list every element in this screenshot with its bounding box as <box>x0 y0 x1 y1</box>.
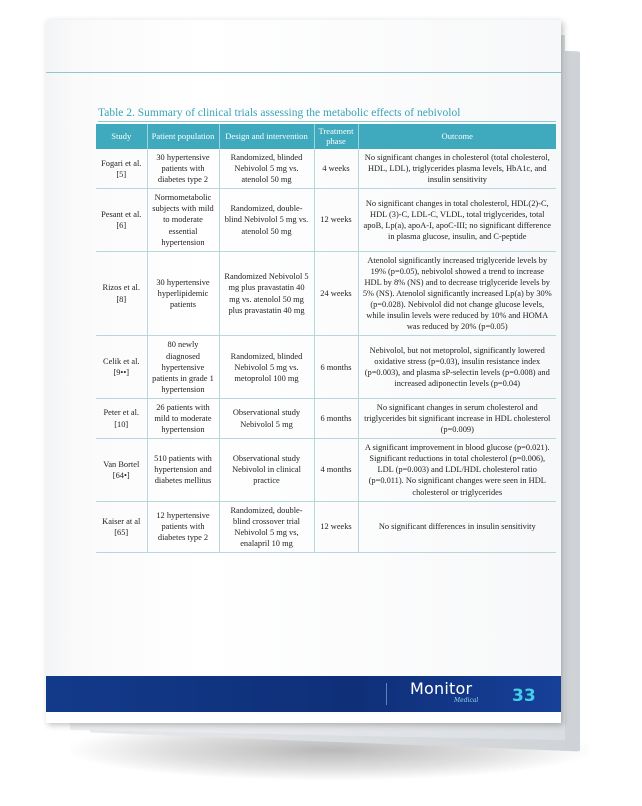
cell-outcome: No significant changes in total cholesterol, HDL(2)-C, HDL (3)-C, LDL-C, VLDL, total triglycerides, total apoB, Lp(a), apoA-I, apoC-III; no significant difference in plasma glucose, insulin, and C-peptide <box>358 189 556 251</box>
journal-page <box>46 20 561 723</box>
table-row <box>96 189 556 251</box>
header-outcome: Outcome <box>358 124 556 149</box>
table-row <box>96 439 556 501</box>
cell-study: Pesant et al. [6] <box>96 189 147 251</box>
cell-study: Fogari et al. [5] <box>96 149 147 189</box>
cell-outcome: A significant improvement in blood glucose (p=0.021). Significant reductions in total cholesterol (p=0.006), LDL (p=0.003) and LDL/HDL cholesterol ratio (p=0.011). No significant changes were seen in HDL cholesterol or triglycerides <box>358 439 556 501</box>
cell-study: Kaiser at al [65] <box>96 501 147 552</box>
cell-study: Rizos et al. [8] <box>96 251 147 336</box>
cell-outcome: No significant changes in cholesterol (total cholesterol, HDL, LDL), triglycerides plasma levels, HbA1c, and insulin sensitivity <box>358 149 556 189</box>
cell-design: Randomized, double-blind crossover trial Nebivolol 5 mg vs, enalapril 10 mg <box>219 501 314 552</box>
cell-design: Observational study Nebivolol 5 mg <box>219 398 314 438</box>
cell-study: Peter et al. [10] <box>96 398 147 438</box>
footer-band <box>46 676 561 712</box>
cell-phase: 4 months <box>314 439 358 501</box>
cell-outcome: Nebivolol, but not metoprolol, significantly lowered oxidative stress (p=0.03), insulin resistance index (p=0.003), and plasma sP-selectin levels (p=0.008) and increased adiponectin levels (p=0.04) <box>358 336 556 398</box>
cell-phase: 4 weeks <box>314 149 358 189</box>
cell-phase: 6 months <box>314 336 358 398</box>
cell-population: 12 hypertensive patients with diabetes type 2 <box>147 501 219 552</box>
cell-study: Celik et al. [9••] <box>96 336 147 398</box>
cell-outcome: No significant changes in serum cholesterol and triglycerides bit significant increase in HDL cholesterol (p=0.009) <box>358 398 556 438</box>
table-row <box>96 251 556 336</box>
cell-phase: 6 months <box>314 398 358 438</box>
cell-outcome: No significant differences in insulin sensitivity <box>358 501 556 552</box>
header-study: Study <box>96 124 147 149</box>
cell-design: Observational study Nebivolol in clinical practice <box>219 439 314 501</box>
table-header-row <box>96 124 556 149</box>
cell-population: 30 hypertensive patients with diabetes type 2 <box>147 149 219 189</box>
table-title: Table 2. Summary of clinical trials assessing the metabolic effects of nebivolol <box>98 107 556 122</box>
cell-phase: 24 weeks <box>314 251 358 336</box>
cell-population: 80 newly diagnosed hypertensive patients in grade 1 hypertension <box>147 336 219 398</box>
table-row <box>96 336 556 398</box>
cell-phase: 12 weeks <box>314 189 358 251</box>
cell-phase: 12 weeks <box>314 501 358 552</box>
table-row <box>96 501 556 552</box>
cell-outcome: Atenolol significantly increased triglyceride levels by 19% (p=0.05), nebivolol showed a trend to increase HDL by 8% (NS) and to decrease triglyceride levels by 5% (NS). Atenolol significantly increased Lp(a) by 30% (p=0.028). Nebivolol did not change glucose levels, while insulin levels were reduced by 10% and HOMA was reduced by 20% (p=0.05) <box>358 251 556 336</box>
cell-study: Van Bortel [64•] <box>96 439 147 501</box>
cell-population: 30 hypertensive hyperlipidemic patients <box>147 251 219 336</box>
cell-design: Randomized Nebivolol 5 mg plus pravastatin 40 mg vs. atenolol 50 mg plus pravastatin 40 mg <box>219 251 314 336</box>
header-treatment-phase: Treatment phase <box>314 124 358 149</box>
clinical-trials-table <box>96 124 556 553</box>
monitor-logo-subtitle: Medical <box>454 697 479 704</box>
table-row <box>96 149 556 189</box>
cell-population: Normometabolic subjects with mild to moderate essential hypertension <box>147 189 219 251</box>
top-rule <box>46 72 561 73</box>
monitor-logo: Monitor <box>410 679 473 698</box>
header-patient-population: Patient population <box>147 124 219 149</box>
cell-design: Randomized, blinded Nebivolol 5 mg vs. metoprolol 100 mg <box>219 336 314 398</box>
cell-design: Randomized, double-blind Nebivolol 5 mg vs. atenolol 50 mg <box>219 189 314 251</box>
page-number: 33 <box>512 686 536 706</box>
cell-population: 510 patients with hypertension and diabetes mellitus <box>147 439 219 501</box>
footer-strip <box>46 712 561 723</box>
cell-population: 26 patients with mild to moderate hypertension <box>147 398 219 438</box>
table-row <box>96 398 556 438</box>
cell-design: Randomized, blinded Nebivolol 5 mg vs. atenolol 50 mg <box>219 149 314 189</box>
footer-divider <box>386 683 387 705</box>
header-design: Design and intervention <box>219 124 314 149</box>
